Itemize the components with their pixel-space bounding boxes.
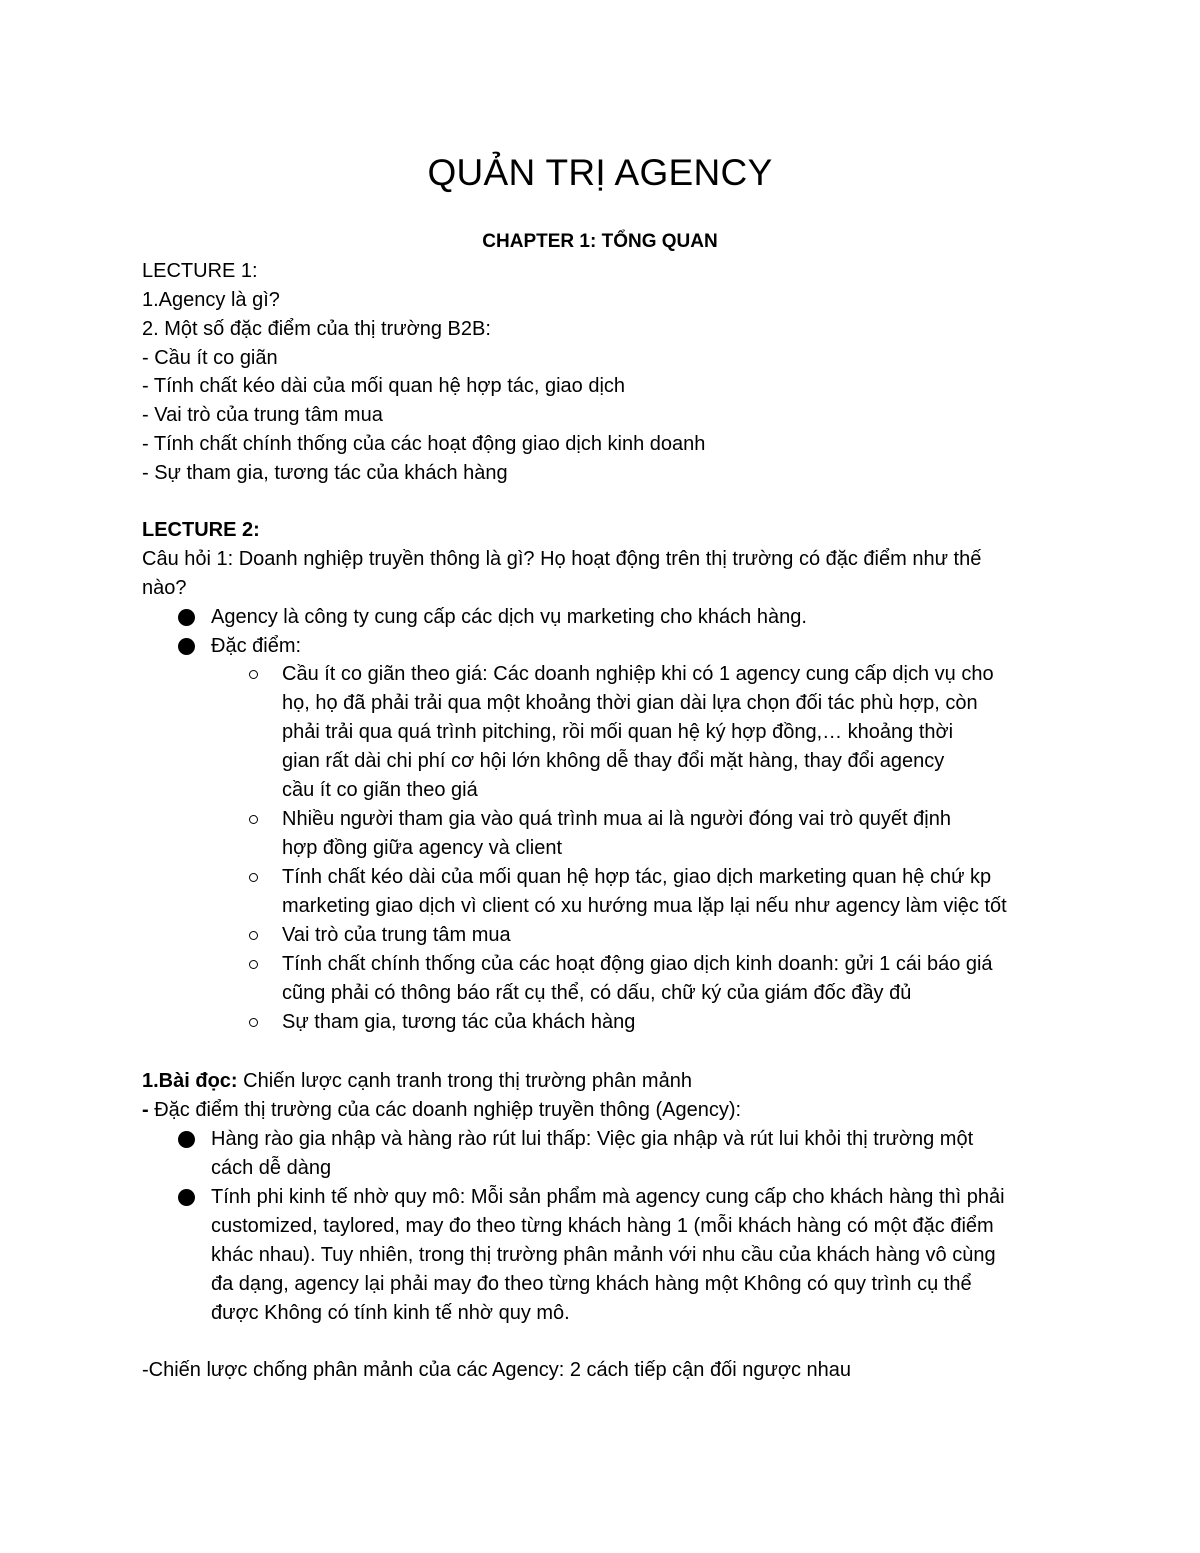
lecture1-item: - Tính chất chính thống của các hoạt động giao dịch kinh doanh — [142, 433, 706, 455]
lecture2-bullet-characteristics: Đặc điểm: — [211, 635, 302, 657]
bullet-disc-icon — [178, 1131, 195, 1148]
reading-subheading-text: Đặc điểm thị trường của các doanh nghiệp truyền thông (Agency): — [148, 1099, 742, 1121]
lecture1-item: - Tính chất kéo dài của mối quan hệ hợp tác, giao dịch — [142, 375, 626, 397]
reading-label: 1.Bài đọc: — [142, 1070, 238, 1092]
lecture1-item: - Cầu ít co giãn — [142, 347, 278, 369]
reading-bullet-line: được Không có tính kinh tế nhờ quy mô. — [211, 1302, 570, 1324]
document-title: QUẢN TRỊ AGENCY — [427, 152, 773, 193]
reading-bullet-line: khác nhau). Tuy nhiên, trong thị trường phân mảnh với nhu cầu của khách hàng vô cùng — [211, 1244, 996, 1266]
sub-item-line: Sự tham gia, tương tác của khách hàng — [282, 1011, 636, 1033]
lecture2-question-line: Câu hỏi 1: Doanh nghiệp truyền thông là gì? Họ hoạt động trên thị trường có đặc điểm như thế — [142, 548, 982, 570]
lecture1-question-2: 2. Một số đặc điểm của thị trường B2B: — [142, 318, 491, 340]
bullet-disc-icon — [178, 1189, 195, 1206]
reading-dash: - — [142, 1099, 149, 1121]
sub-item-line: Cầu ít co giãn theo giá: Các doanh nghiệp khi có 1 agency cung cấp dịch vụ cho — [282, 663, 994, 685]
bullet-circle-icon — [249, 873, 258, 882]
sub-item-line: hợp đồng giữa agency và client — [282, 837, 563, 859]
reading-title: Chiến lược cạnh tranh trong thị trường phân mảnh — [237, 1070, 692, 1092]
bullet-circle-icon — [249, 670, 258, 679]
reading-heading — [142, 1067, 692, 1096]
sub-item-line: Vai trò của trung tâm mua — [282, 924, 511, 946]
strategy-line: -Chiến lược chống phân mảnh của các Agency: 2 cách tiếp cận đối ngược nhau — [142, 1359, 851, 1381]
reading-bullet-line: Tính phi kinh tế nhờ quy mô: Mỗi sản phẩm mà agency cung cấp cho khách hàng thì phải — [211, 1186, 1005, 1208]
bullet-circle-icon — [249, 960, 258, 969]
lecture2-bullet-agency: Agency là công ty cung cấp các dịch vụ marketing cho khách hàng. — [211, 606, 807, 628]
sub-item-line: Tính chất kéo dài của mối quan hệ hợp tác, giao dịch marketing quan hệ chứ kp — [282, 866, 992, 888]
bullet-circle-icon — [249, 815, 258, 824]
chapter-heading: CHAPTER 1: TỔNG QUAN — [482, 231, 718, 252]
reading-bullet-line: đa dạng, agency lại phải may đo theo từng khách hàng một Không có quy trình cụ thể — [211, 1273, 972, 1295]
sub-item-line: Tính chất chính thống của các hoạt động giao dịch kinh doanh: gửi 1 cái báo giá — [282, 953, 993, 975]
sub-item-line: Nhiều người tham gia vào quá trình mua ai là người đóng vai trò quyết định — [282, 808, 951, 830]
lecture1-heading: LECTURE 1: — [142, 260, 258, 282]
bullet-disc-icon — [178, 638, 195, 655]
bullet-disc-icon — [178, 609, 195, 626]
sub-item-line: marketing giao dịch vì client có xu hướng mua lặp lại nếu như agency làm việc tốt — [282, 895, 1007, 917]
lecture2-question-line: nào? — [142, 577, 187, 599]
sub-item-line: họ, họ đã phải trải qua một khoảng thời gian dài lựa chọn đối tác phù hợp, còn — [282, 692, 978, 714]
lecture1-question-1: 1.Agency là gì? — [142, 289, 280, 311]
bullet-circle-icon — [249, 931, 258, 940]
sub-item-line: cũng phải có thông báo rất cụ thể, có dấu, chữ ký của giám đốc đầy đủ — [282, 982, 912, 1004]
sub-item-line: gian rất dài chi phí cơ hội lớn không dễ thay đổi mặt hàng, thay đổi agency — [282, 750, 945, 772]
lecture2-heading: LECTURE 2: — [142, 519, 260, 541]
bullet-circle-icon — [249, 1018, 258, 1027]
reading-subheading — [142, 1096, 741, 1125]
sub-item-line: cầu ít co giãn theo giá — [282, 779, 478, 801]
lecture1-item: - Sự tham gia, tương tác của khách hàng — [142, 462, 508, 484]
sub-item-line: phải trải qua quá trình pitching, rồi mối quan hệ ký hợp đồng,… khoảng thời — [282, 721, 954, 743]
reading-bullet-line: cách dễ dàng — [211, 1157, 332, 1179]
lecture1-item: - Vai trò của trung tâm mua — [142, 404, 383, 426]
reading-bullet-line: Hàng rào gia nhập và hàng rào rút lui thấp: Việc gia nhập và rút lui khỏi thị trường một — [211, 1128, 974, 1150]
reading-bullet-line: customized, taylored, may đo theo từng khách hàng 1 (mỗi khách hàng có một đặc điểm — [211, 1215, 994, 1237]
